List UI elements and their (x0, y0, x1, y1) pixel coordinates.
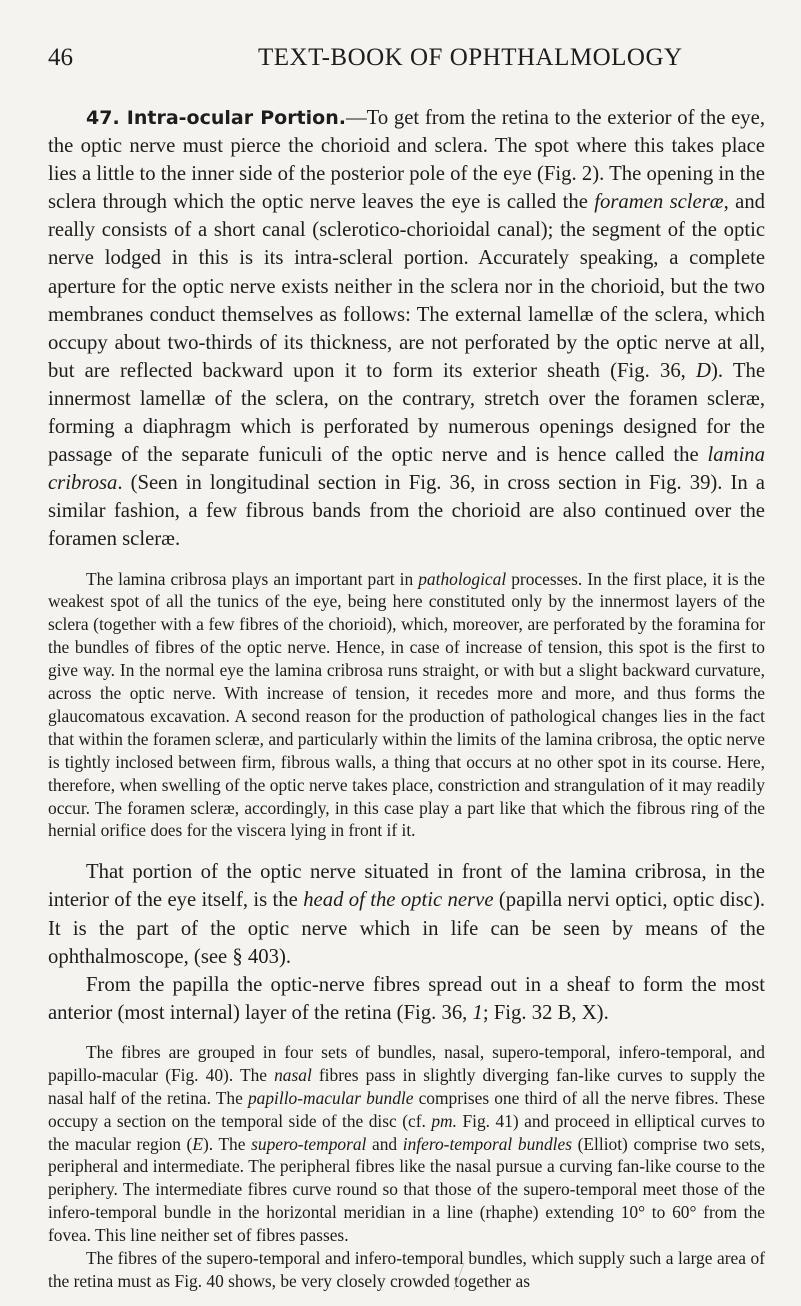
figure-label: E (192, 1133, 203, 1154)
term-supero-temporal: supero-temporal (251, 1133, 367, 1154)
term-nasal: nasal (274, 1064, 312, 1085)
term-foramen-sclerae: foramen scleræ (594, 191, 724, 214)
paragraph-head-of-optic-nerve: That portion of the optic nerve situated in front of the lamina cribrosa, in the interior of the eye itself, is the head of the optic nerve (papilla nervi optici, optic disc). It is the part of the optic nerve which in life can be seen by means of the ophthalmoscope, (see § 403). (48, 861, 766, 968)
scan-mark (452, 1262, 466, 1292)
page-number: 46 (48, 44, 73, 71)
page-header (48, 44, 765, 84)
paragraph-intra-ocular-portion: 47. Intra-ocular Portion.—To get from the retina to the exterior of the eye, the optic nerve must pierce the chorioid and sclera. The spot where this takes place lies a little to the inner side of the posterior pole of the eye (Fig. 2). The opening in the sclera through which the optic nerve leaves the eye is called the foramen scleræ, and really consists of a short canal (sclerotico-chorioidal canal); the segment of the optic nerve lodged in this is its intra-scleral portion. Accurately speaking, a complete aperture for the optic nerve exists neither in the sclera nor in the chorioid, but the two membranes conduct themselves as follows: The external lamellæ of the sclera, which occupy about two-thirds of its thickness, are not perforated by the optic nerve at all, but are reflected backward upon it to form its exterior sheath (Fig. 36, D). The innermost lamellæ of the sclera, on the contrary, stretch over the foramen scleræ, forming a diaphragm which is perforated by numerous openings designed for the passage of the separate funiculi of the optic nerve and is hence called the lamina cribrosa. (Seen in longitudinal section in Fig. 36, in cross section in Fig. 39). In a similar fashion, a few fibrous bands from the chorioid are also continued over the foramen scleræ. (48, 107, 766, 551)
paragraph-small-fibre-bundles: The fibres are grouped in four sets of bundles, nasal, supero-temporal, infero-temporal, and papillo-macular (Fig. 40). The nasal fibres pass in slightly diverging fan-like curves to supply the nasal half of the retina. The papillo-macular bundle comprises one third of all the nerve fibres. These occupy a section on the temporal side of the disc (cf. pm. Fig. 41) and proceed in elliptical curves to the macular region (E). The supero-temporal and infero-temporal bundles (Elliot) comprise two sets, peripheral and intermediate. The peripheral fibres like the nasal pursue a curving fan-like course to the periphery. The intermediate fibres curve round so that those of the supero-temporal meet those of the infero-temporal bundle in the horizontal meridian in a line (rhaphe) extending 10° to 60° from the fovea. This line neither set of fibres passes. (48, 1041, 765, 1246)
section-heading: 47. Intra-ocular Portion. (86, 107, 346, 129)
figure-label: 1 (472, 1001, 483, 1024)
term-head-of-optic-nerve: head of the optic nerve (303, 889, 494, 912)
term-infero-temporal-bundles: infero-temporal bundles (402, 1133, 572, 1154)
running-head: TEXT-BOOK OF OPHTHALMOLOGY (258, 44, 683, 71)
term-lamina-cribrosa: lamina cribrosa (48, 444, 765, 495)
paragraph-small-crowded-fibres: The fibres of the supero-temporal and infero-temporal bundles, which supply such a large area of the retina must as Fig. 40 shows, be very closely crowded together as (48, 1248, 765, 1291)
paragraph-papilla-fibres: From the papilla the optic-nerve fibres spread out in a sheaf to form the most anterior (most internal) layer of the retina (Fig. 36, 1; Fig. 32 B, X). (48, 973, 765, 1024)
term-papillo-macular-bundle: papillo-macular bundle (247, 1087, 414, 1108)
figure-label: D (696, 359, 711, 382)
term-pathological: pathological (418, 568, 507, 589)
abbrev-pm: pm. (431, 1110, 457, 1131)
paragraph-small-lamina-cribrosa: The lamina cribrosa plays an important part in pathological processes. In the first place, it is the weakest spot of all the tunics of the eye, being here constituted only by the innermost layers of the sclera (together with a few fibres of the chorioid), which, moreover, are perforated by the foramina for the bundles of fibres of the optic nerve. Hence, in case of increase of tension, this spot is the first to give way. In the normal eye the lamina cribrosa runs straight, or with but a slight backward curvature, across the optic nerve. With increase of tension, it recedes more and more, and thus forms the glaucomatous excavation. A second reason for the production of pathological changes lies in the fact that within the foramen scleræ, and particularly within the limits of the lamina cribrosa, the optic nerve is tightly inclosed between firm, fibrous walls, a thing that occurs at no other spot in its course. Here, therefore, when swelling of the optic nerve takes place, constriction and strangulation of it may readily occur. The foramen scleræ, accordingly, in this case play a part like that which the fibrous ring of the hernial orifice does for the viscera lying in front if it. (48, 568, 765, 841)
